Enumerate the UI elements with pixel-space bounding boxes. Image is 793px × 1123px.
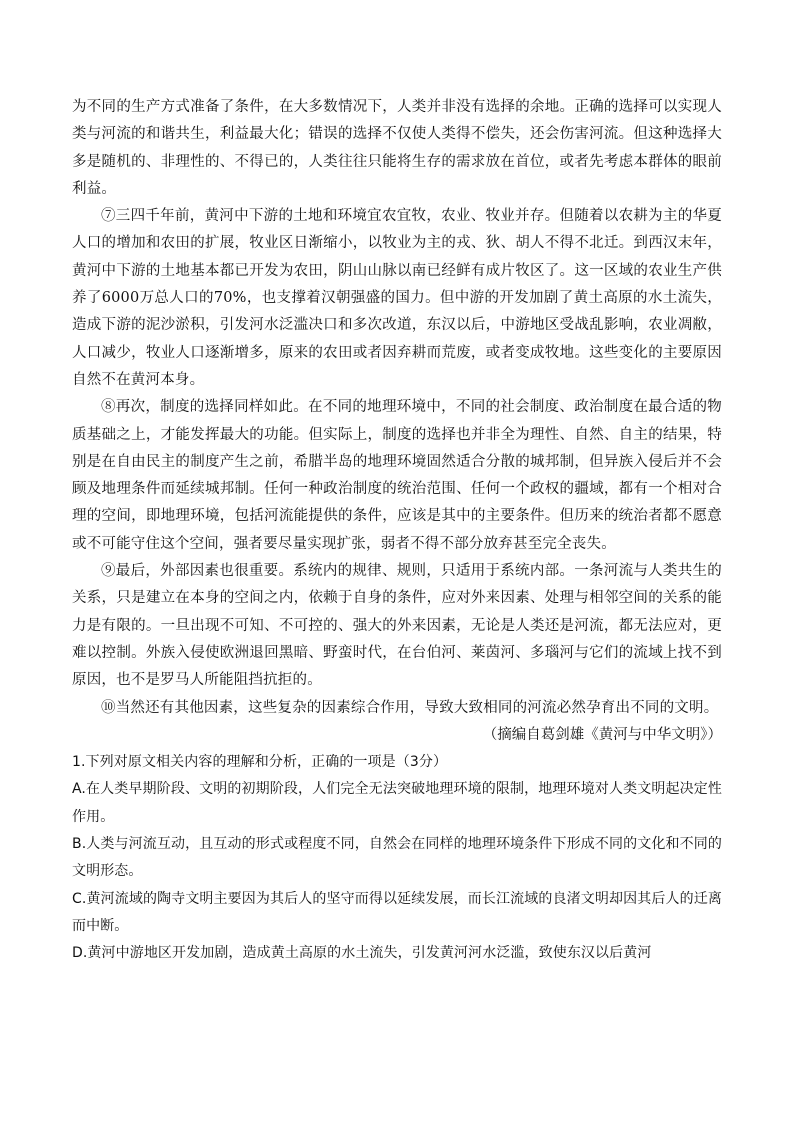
paragraph-10: ⑩当然还有其他因素，这些复杂的因素综合作用，导致大致相同的河流必然孕育出不同的文明。 [101,699,719,716]
reading-passage [72,94,722,722]
paragraph-8: ⑧再次，制度的选择同样如此。在不同的地理环境中，不同的社会制度、政治制度在最合适的物质基础之上，才能发挥最大的功能。但实际上，制度的选择也并非全为理性、自然、自主的结果，特别是在自由民主的制度产生之前，希腊半岛的地理环境固然适合分散的城邦制，但异族入侵后并不会顾及地理条件而延续城邦制。任何一种政治制度的统治范围、任何一个政权的疆域，都有一个相对合理的空间，即地理环境，包括河流能提供的条件，应该是其中的主要条件。但历来的统治者都不愿意或不可能守住这个空间，强者要尽量实现扩张，弱者不得不部分放弃甚至完全丧失。 [72,399,722,552]
paragraph-7: ⑦三四千年前，黄河中下游的土地和环境宜农宜牧，农业、牧业并存。但随着以农耕为主的华夏人口的增加和农田的扩展，牧业区日渐缩小，以牧业为主的戎、狄、胡人不得不北迁。到西汉末年，黄河中下游的土地基本都已开发为农田，阴山山脉以南已经鲜有成片牧区了。这一区域的农业生产供养了6000万总人口的70%，也支撑着汉朝强盛的国力。但中游的开发加剧了黄土高原的水土流失，造成下游的泥沙淤积，引发河水泛滥决口和多次改道，东汉以后，中游地区受战乱影响，农业凋敝，人口减少，牧业人口逐渐增多，原来的农田或者因弃耕而荒废，或者变成牧地。这些变化的主要原因自然不在黄河本身。 [72,208,722,388]
option-a: A.在人类早期阶段、文明的初期阶段，人们完全无法突破地理环境的限制，地理环境对人类文明起决定性作用。 [72,781,722,825]
question-stem: 1.下列对原文相关内容的理解和分析，正确的一项是（3分） [72,754,448,771]
source-citation: （摘编自葛剑雄《黄河与中华文明》） [482,726,722,743]
document-page [72,94,722,968]
option-b: B.人类与河流互动，且互动的形式或程度不同，自然会在同样的地理环境条件下形成不同的文化和不同的文明形态。 [72,836,722,880]
option-c: C.黄河流域的陶寺文明主要因为其后人的坚守而得以延续发展，而长江流域的良渚文明却因其后人的迁离而中断。 [72,890,722,934]
question-1 [72,749,722,967]
paragraph-continued: 为不同的生产方式准备了条件，在大多数情况下，人类并非没有选择的余地。正确的选择可以实现人类与河流的和谐共生，利益最大化；错误的选择不仅使人类得不偿失，还会伤害河流。但这种选择大多是随机的、非理性的、不得已的，人类往往只能将生存的需求放在首位，或者先考虑本群体的眼前利益。 [72,99,722,197]
option-d: D.黄河中游地区开发加剧，造成黄土高原的水土流失，引发黄河河水泛滥，致使东汉以后黄河 [72,945,652,962]
paragraph-9: ⑨最后，外部因素也很重要。系统内的规律、规则，只适用于系统内部。一条河流与人类共生的关系，只是建立在本身的空间之内，依赖于自身的条件，应对外来因素、处理与相邻空间的关系的能力是有限的。一旦出现不可知、不可控的、强大的外来因素，无论是人类还是河流，都无法应对，更难以控制。外族入侵使欧洲退回黑暗、野蛮时代，在台伯河、莱茵河、多瑙河与它们的流域上找不到原因，也不是罗马人所能阻挡抗拒的。 [72,563,722,689]
